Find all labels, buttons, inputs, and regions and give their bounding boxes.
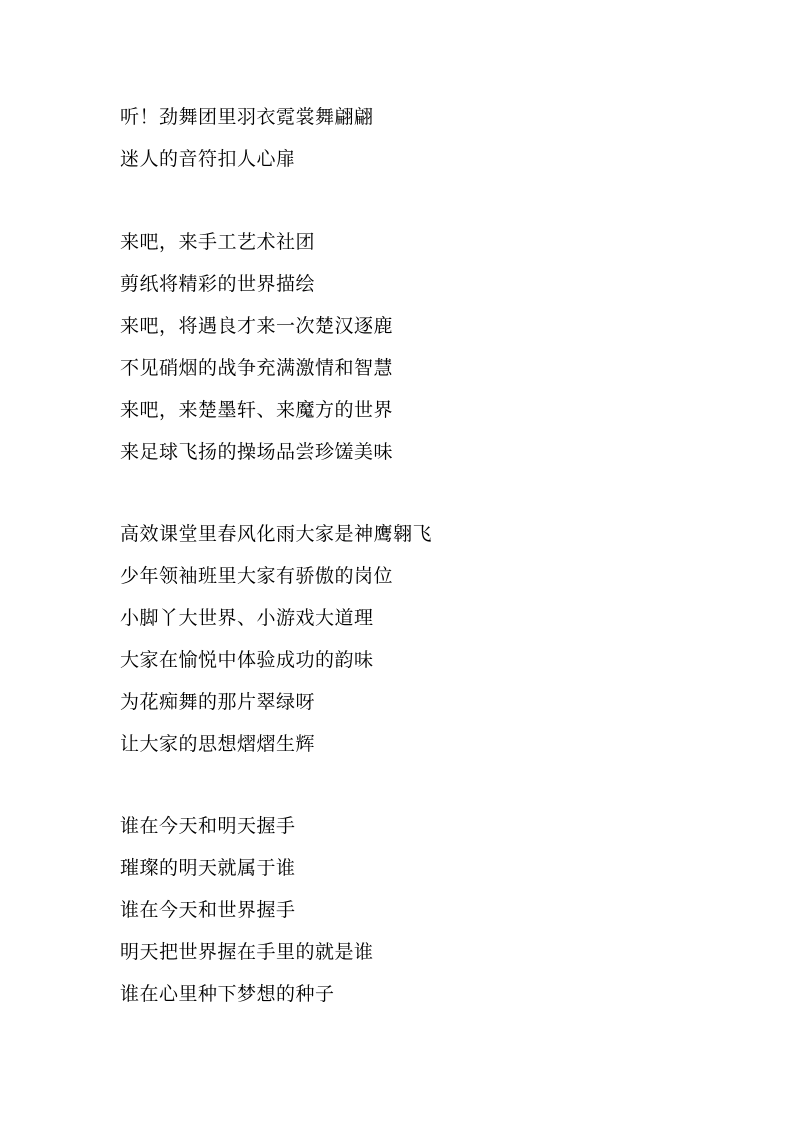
poem-stanza-4: [120, 805, 374, 1015]
poem-stanza-3: [120, 513, 432, 765]
poem-line: 璀璨的明天就属于谁: [120, 857, 296, 879]
poem-line: 明天把世界握在手里的就是谁: [120, 941, 374, 963]
poem-line: 谁在心里种下梦想的种子: [120, 983, 335, 1005]
poem-line: 迷人的音符扣人心扉: [120, 148, 296, 170]
poem-stanza-2: [120, 221, 393, 473]
poem-line: 谁在今天和世界握手: [120, 899, 296, 921]
poem-line: 来足球飞扬的操场品尝珍馐美味: [120, 441, 394, 463]
poem-line: 谁在今天和明天握手: [120, 815, 296, 837]
poem-line: 高效课堂里春风化雨大家是神鹰翱飞: [120, 523, 433, 545]
poem-line: 来吧，来楚墨轩、来魔方的世界: [120, 399, 394, 421]
poem-line: 来吧，将遇良才来一次楚汉逐鹿: [120, 315, 394, 337]
poem-line: 小脚丫大世界、小游戏大道理: [120, 607, 374, 629]
poem-stanza-1: [120, 96, 374, 180]
poem-line: 让大家的思想熠熠生辉: [120, 733, 316, 755]
poem-line: 不见硝烟的战争充满激情和智慧: [120, 357, 394, 379]
poem-line: 剪纸将精彩的世界描绘: [120, 273, 316, 295]
poem-line: 听！劲舞团里羽衣霓裳舞翩翩: [120, 106, 374, 128]
poem-line: 少年领袖班里大家有骄傲的岗位: [120, 565, 394, 587]
poem-line: 大家在愉悦中体验成功的韵味: [120, 649, 374, 671]
poem-line: 来吧，来手工艺术社团: [120, 231, 316, 253]
poem-line: 为花痴舞的那片翠绿呀: [120, 691, 316, 713]
